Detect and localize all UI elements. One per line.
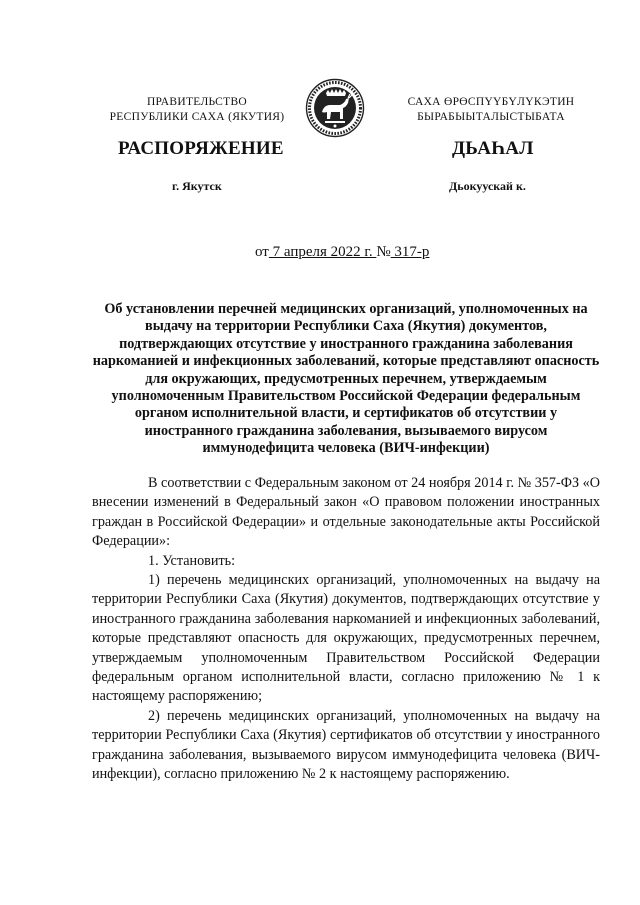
body-paragraph-item-1: 1. Установить: xyxy=(148,552,236,569)
header-left-line1: ПРАВИТЕЛЬСТВО xyxy=(146,96,248,108)
body-paragraph-subitem-2: 2) перечень медицинских организаций, уполномоченных на выдачу на территории Республики Саха (Якутия) сертификатов об отсутствии у иностранного гражданина заболевания, вызываемого вирусом иммунодефицита человека (ВИЧ-инфекции), согласно приложению № 2 к настоящему распоряжению. xyxy=(92,707,600,783)
document-number: 317-р xyxy=(390,244,430,260)
document-body xyxy=(92,474,600,785)
header-right xyxy=(386,95,596,125)
document-title: Об установлении перечней медицинских организаций, уполномоченных на выдачу на территории Республики Саха (Якутия) документов, подтверждающих отсутствие у иностранного гражданина заболевания наркоманией и инфекционных заболеваний, которые представляют опасность для окружающих, предусмотренных перечнем, утверждаемым уполномоченным Правительством Российской Федерации федеральным органом исполнительной власти, и сертификатов об отсутствии у иностранного гражданина заболевания, вызываемого вирусом иммунодефицита человека (ВИЧ-инфекции) xyxy=(92,301,600,457)
header-right-line1: САХА ӨРӨСПҮҮБҮЛҮКЭТИН xyxy=(407,96,575,108)
city-russian: г. Якутск xyxy=(172,179,222,193)
city-yakut: Дьокуускай к. xyxy=(449,179,526,193)
coat-of-arms-emblem xyxy=(305,78,365,138)
doc-type-russian: РАСПОРЯЖЕНИЕ xyxy=(118,138,284,159)
date-prefix: от xyxy=(255,244,269,260)
body-paragraph-preamble: В соответствии с Федеральным законом от 24 ноября 2014 г. № 357-ФЗ «О внесении изменений в Федеральный закон «О правовом положении иностранных граждан в Российской Федерации» и отдельные законодательные акты Российской Федерации»: xyxy=(92,475,600,550)
header-left-line2: РЕСПУБЛИКИ САХА (ЯКУТИЯ) xyxy=(109,111,285,123)
doc-type-yakut: ДЬАҺАЛ xyxy=(452,138,534,159)
number-sign: № xyxy=(376,244,391,260)
header-right-line2: БЫРАБЫЫТАЛЫСТЫБАТА xyxy=(417,111,565,123)
body-paragraph-subitem-1: 1) перечень медицинских организаций, уполномоченных на выдачу на территории Республики Саха (Якутия) документов, подтверждающих отсутствие у иностранного гражданина заболевания наркоманией и инфекционных заболеваний, которые представляют опасность для окружающих, предусмотренных перечнем, утверждаемым уполномоченным Правительством Российской Федерации федеральным органом исполнительной власти, согласно приложению № 1 к настоящему распоряжению; xyxy=(92,572,600,705)
date-number-line xyxy=(255,244,429,261)
header-left xyxy=(92,95,302,125)
document-date: 7 апреля 2022 г. xyxy=(268,244,377,260)
